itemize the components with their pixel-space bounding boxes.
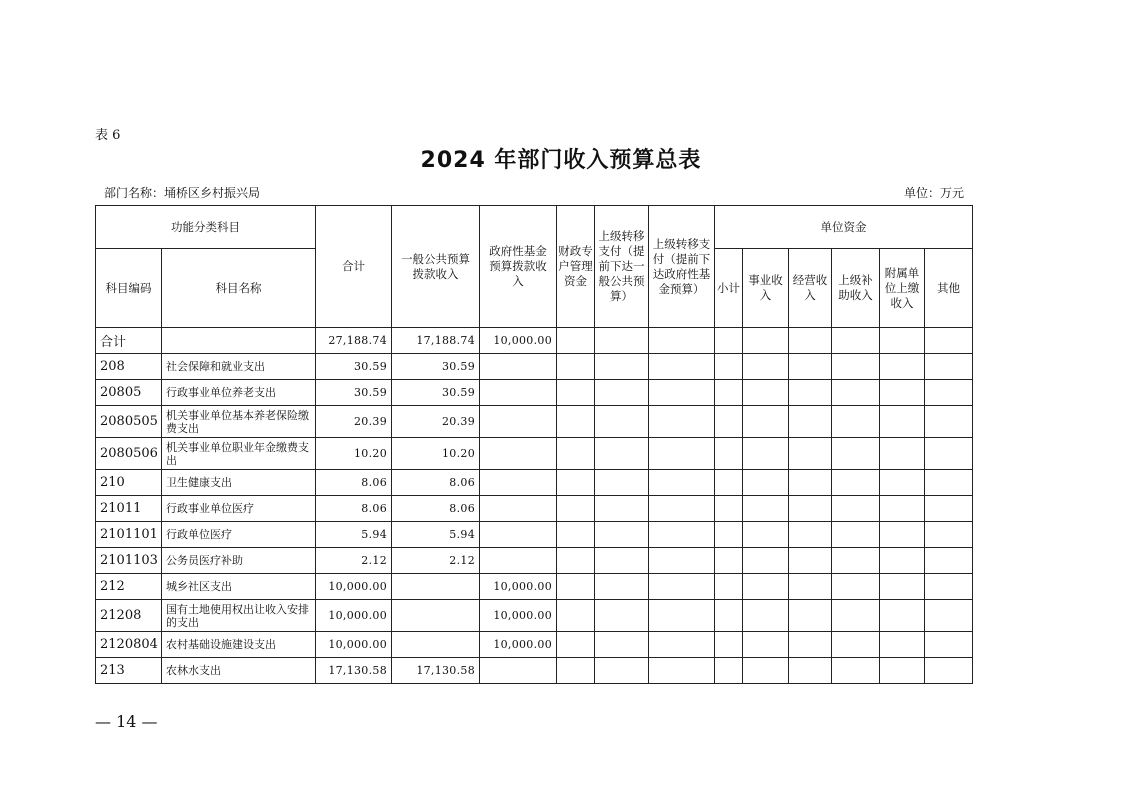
row-name: 行政单位医疗 bbox=[162, 522, 316, 548]
empty-cell bbox=[649, 522, 715, 548]
empty-cell bbox=[743, 496, 789, 522]
empty-cell bbox=[715, 600, 743, 632]
empty-cell bbox=[880, 380, 925, 406]
row-name: 农村基础设施建设支出 bbox=[162, 632, 316, 658]
row-total: 5.94 bbox=[316, 522, 392, 548]
empty-cell bbox=[789, 548, 832, 574]
empty-cell bbox=[880, 658, 925, 684]
row-name: 行政事业单位养老支出 bbox=[162, 380, 316, 406]
header-special-account: 财政专户管理资金 bbox=[557, 206, 595, 328]
table-row bbox=[96, 632, 973, 658]
row-govfund-budget bbox=[480, 496, 557, 522]
header-total: 合计 bbox=[316, 206, 392, 328]
row-total: 20.39 bbox=[316, 406, 392, 438]
table-row bbox=[96, 328, 973, 354]
header-transfer-fund: 上级转移支付（提前下达政府性基金预算） bbox=[649, 206, 715, 328]
empty-cell bbox=[925, 658, 973, 684]
empty-cell bbox=[557, 522, 595, 548]
row-total: 27,188.74 bbox=[316, 328, 392, 354]
row-govfund-budget bbox=[480, 438, 557, 470]
row-name: 国有土地使用权出让收入安排的支出 bbox=[162, 600, 316, 632]
empty-cell bbox=[925, 600, 973, 632]
empty-cell bbox=[715, 470, 743, 496]
empty-cell bbox=[649, 406, 715, 438]
empty-cell bbox=[743, 600, 789, 632]
row-total: 17,130.58 bbox=[316, 658, 392, 684]
empty-cell bbox=[595, 574, 649, 600]
table-row bbox=[96, 658, 973, 684]
page-title: 2024 年部门收入预算总表 bbox=[420, 148, 702, 173]
empty-cell bbox=[832, 438, 880, 470]
row-general-budget: 10.20 bbox=[392, 438, 480, 470]
header-transfer-general: 上级转移支付（提前下达一般公共预算） bbox=[595, 206, 649, 328]
row-code: 20805 bbox=[96, 380, 162, 406]
row-name: 农林水支出 bbox=[162, 658, 316, 684]
empty-cell bbox=[789, 380, 832, 406]
header-func-group: 功能分类科目 bbox=[96, 206, 316, 249]
empty-cell bbox=[649, 354, 715, 380]
empty-cell bbox=[595, 354, 649, 380]
row-code: 21011 bbox=[96, 496, 162, 522]
empty-cell bbox=[595, 406, 649, 438]
empty-cell bbox=[557, 632, 595, 658]
empty-cell bbox=[789, 522, 832, 548]
empty-cell bbox=[715, 354, 743, 380]
empty-cell bbox=[832, 328, 880, 354]
empty-cell bbox=[557, 354, 595, 380]
header-affiliated-income: 附属单位上缴收入 bbox=[880, 249, 925, 328]
table-row bbox=[96, 470, 973, 496]
empty-cell bbox=[715, 522, 743, 548]
row-total: 30.59 bbox=[316, 380, 392, 406]
empty-cell bbox=[743, 522, 789, 548]
header-code: 科目编码 bbox=[96, 249, 162, 328]
empty-cell bbox=[557, 600, 595, 632]
table-row bbox=[96, 438, 973, 470]
empty-cell bbox=[925, 548, 973, 574]
empty-cell bbox=[789, 574, 832, 600]
empty-cell bbox=[789, 470, 832, 496]
empty-cell bbox=[832, 470, 880, 496]
table-row bbox=[96, 574, 973, 600]
header-unit-funds: 单位资金 bbox=[715, 206, 973, 249]
empty-cell bbox=[925, 470, 973, 496]
empty-cell bbox=[789, 496, 832, 522]
row-govfund-budget bbox=[480, 470, 557, 496]
page-number: — 14 — bbox=[95, 712, 158, 731]
empty-cell bbox=[595, 522, 649, 548]
empty-cell bbox=[649, 658, 715, 684]
row-general-budget: 17,130.58 bbox=[392, 658, 480, 684]
empty-cell bbox=[925, 496, 973, 522]
header-other: 其他 bbox=[925, 249, 973, 328]
empty-cell bbox=[715, 632, 743, 658]
empty-cell bbox=[715, 328, 743, 354]
empty-cell bbox=[880, 548, 925, 574]
empty-cell bbox=[832, 632, 880, 658]
row-general-budget: 20.39 bbox=[392, 406, 480, 438]
row-code: 210 bbox=[96, 470, 162, 496]
table-row bbox=[96, 380, 973, 406]
row-govfund-budget: 10,000.00 bbox=[480, 600, 557, 632]
header-operating-income: 经营收入 bbox=[789, 249, 832, 328]
empty-cell bbox=[649, 548, 715, 574]
empty-cell bbox=[557, 438, 595, 470]
row-govfund-budget bbox=[480, 522, 557, 548]
row-govfund-budget bbox=[480, 658, 557, 684]
empty-cell bbox=[557, 658, 595, 684]
empty-cell bbox=[743, 380, 789, 406]
row-name: 社会保障和就业支出 bbox=[162, 354, 316, 380]
empty-cell bbox=[832, 380, 880, 406]
row-code: 21208 bbox=[96, 600, 162, 632]
empty-cell bbox=[880, 328, 925, 354]
empty-cell bbox=[832, 522, 880, 548]
empty-cell bbox=[743, 658, 789, 684]
empty-cell bbox=[649, 600, 715, 632]
empty-cell bbox=[557, 548, 595, 574]
row-general-budget bbox=[392, 574, 480, 600]
empty-cell bbox=[595, 470, 649, 496]
table-row bbox=[96, 496, 973, 522]
empty-cell bbox=[557, 328, 595, 354]
row-code: 2101101 bbox=[96, 522, 162, 548]
empty-cell bbox=[880, 470, 925, 496]
empty-cell bbox=[715, 658, 743, 684]
empty-cell bbox=[832, 406, 880, 438]
row-general-budget: 8.06 bbox=[392, 496, 480, 522]
empty-cell bbox=[880, 574, 925, 600]
row-govfund-budget: 10,000.00 bbox=[480, 632, 557, 658]
row-total: 10.20 bbox=[316, 438, 392, 470]
row-total: 8.06 bbox=[316, 470, 392, 496]
row-general-budget bbox=[392, 632, 480, 658]
empty-cell bbox=[743, 438, 789, 470]
header-subtotal: 小计 bbox=[715, 249, 743, 328]
row-general-budget: 2.12 bbox=[392, 548, 480, 574]
row-code: 合计 bbox=[96, 328, 162, 354]
row-govfund-budget bbox=[480, 548, 557, 574]
row-total: 30.59 bbox=[316, 354, 392, 380]
row-govfund-budget bbox=[480, 406, 557, 438]
empty-cell bbox=[595, 548, 649, 574]
empty-cell bbox=[595, 328, 649, 354]
empty-cell bbox=[557, 496, 595, 522]
empty-cell bbox=[715, 496, 743, 522]
empty-cell bbox=[649, 632, 715, 658]
empty-cell bbox=[925, 380, 973, 406]
row-general-budget: 17,188.74 bbox=[392, 328, 480, 354]
row-general-budget bbox=[392, 600, 480, 632]
row-name: 城乡社区支出 bbox=[162, 574, 316, 600]
empty-cell bbox=[880, 632, 925, 658]
row-general-budget: 30.59 bbox=[392, 354, 480, 380]
empty-cell bbox=[557, 380, 595, 406]
empty-cell bbox=[595, 380, 649, 406]
budget-table bbox=[95, 205, 973, 684]
empty-cell bbox=[789, 632, 832, 658]
empty-cell bbox=[789, 438, 832, 470]
empty-cell bbox=[880, 354, 925, 380]
row-general-budget: 8.06 bbox=[392, 470, 480, 496]
empty-cell bbox=[715, 438, 743, 470]
empty-cell bbox=[743, 632, 789, 658]
empty-cell bbox=[832, 354, 880, 380]
table-row bbox=[96, 406, 973, 438]
empty-cell bbox=[880, 496, 925, 522]
empty-cell bbox=[595, 496, 649, 522]
row-code: 2080505 bbox=[96, 406, 162, 438]
empty-cell bbox=[743, 354, 789, 380]
table-number: 表 6 bbox=[95, 128, 121, 143]
table-row bbox=[96, 522, 973, 548]
empty-cell bbox=[880, 406, 925, 438]
row-name: 机关事业单位职业年金缴费支出 bbox=[162, 438, 316, 470]
empty-cell bbox=[595, 658, 649, 684]
row-total: 10,000.00 bbox=[316, 632, 392, 658]
header-subsidy-income: 上级补助收入 bbox=[832, 249, 880, 328]
header-govfund-budget: 政府性基金预算拨款收入 bbox=[480, 206, 557, 328]
empty-cell bbox=[557, 406, 595, 438]
empty-cell bbox=[557, 470, 595, 496]
row-name: 公务员医疗补助 bbox=[162, 548, 316, 574]
empty-cell bbox=[925, 406, 973, 438]
row-total: 8.06 bbox=[316, 496, 392, 522]
row-code: 212 bbox=[96, 574, 162, 600]
row-code: 2101103 bbox=[96, 548, 162, 574]
department-name: 部门名称：埇桥区乡村振兴局 bbox=[104, 186, 261, 200]
empty-cell bbox=[880, 522, 925, 548]
row-code: 2120804 bbox=[96, 632, 162, 658]
row-total: 10,000.00 bbox=[316, 600, 392, 632]
empty-cell bbox=[789, 406, 832, 438]
empty-cell bbox=[595, 632, 649, 658]
row-govfund-budget: 10,000.00 bbox=[480, 574, 557, 600]
empty-cell bbox=[715, 574, 743, 600]
row-govfund-budget: 10,000.00 bbox=[480, 328, 557, 354]
empty-cell bbox=[743, 470, 789, 496]
row-name bbox=[162, 328, 316, 354]
table-row bbox=[96, 600, 973, 632]
unit-label: 单位：万元 bbox=[903, 186, 964, 200]
empty-cell bbox=[649, 328, 715, 354]
empty-cell bbox=[649, 438, 715, 470]
table-row bbox=[96, 548, 973, 574]
row-total: 10,000.00 bbox=[316, 574, 392, 600]
row-govfund-budget bbox=[480, 380, 557, 406]
empty-cell bbox=[832, 658, 880, 684]
empty-cell bbox=[715, 406, 743, 438]
row-code: 208 bbox=[96, 354, 162, 380]
empty-cell bbox=[789, 328, 832, 354]
empty-cell bbox=[832, 600, 880, 632]
empty-cell bbox=[715, 380, 743, 406]
empty-cell bbox=[789, 354, 832, 380]
header-name: 科目名称 bbox=[162, 249, 316, 328]
empty-cell bbox=[789, 600, 832, 632]
row-name: 卫生健康支出 bbox=[162, 470, 316, 496]
empty-cell bbox=[789, 658, 832, 684]
empty-cell bbox=[880, 438, 925, 470]
empty-cell bbox=[925, 522, 973, 548]
empty-cell bbox=[649, 496, 715, 522]
row-code: 2080506 bbox=[96, 438, 162, 470]
empty-cell bbox=[832, 496, 880, 522]
empty-cell bbox=[595, 438, 649, 470]
empty-cell bbox=[649, 574, 715, 600]
empty-cell bbox=[925, 354, 973, 380]
empty-cell bbox=[925, 438, 973, 470]
row-name: 行政事业单位医疗 bbox=[162, 496, 316, 522]
empty-cell bbox=[743, 548, 789, 574]
table-row bbox=[96, 354, 973, 380]
empty-cell bbox=[595, 600, 649, 632]
empty-cell bbox=[743, 574, 789, 600]
row-general-budget: 30.59 bbox=[392, 380, 480, 406]
empty-cell bbox=[925, 574, 973, 600]
empty-cell bbox=[832, 574, 880, 600]
empty-cell bbox=[649, 470, 715, 496]
row-govfund-budget bbox=[480, 354, 557, 380]
empty-cell bbox=[743, 328, 789, 354]
empty-cell bbox=[925, 328, 973, 354]
empty-cell bbox=[880, 600, 925, 632]
empty-cell bbox=[649, 380, 715, 406]
row-total: 2.12 bbox=[316, 548, 392, 574]
row-general-budget: 5.94 bbox=[392, 522, 480, 548]
header-general-budget: 一般公共预算拨款收入 bbox=[392, 206, 480, 328]
empty-cell bbox=[743, 406, 789, 438]
row-code: 213 bbox=[96, 658, 162, 684]
empty-cell bbox=[715, 548, 743, 574]
empty-cell bbox=[832, 548, 880, 574]
header-business-income: 事业收入 bbox=[743, 249, 789, 328]
row-name: 机关事业单位基本养老保险缴费支出 bbox=[162, 406, 316, 438]
empty-cell bbox=[925, 632, 973, 658]
empty-cell bbox=[557, 574, 595, 600]
